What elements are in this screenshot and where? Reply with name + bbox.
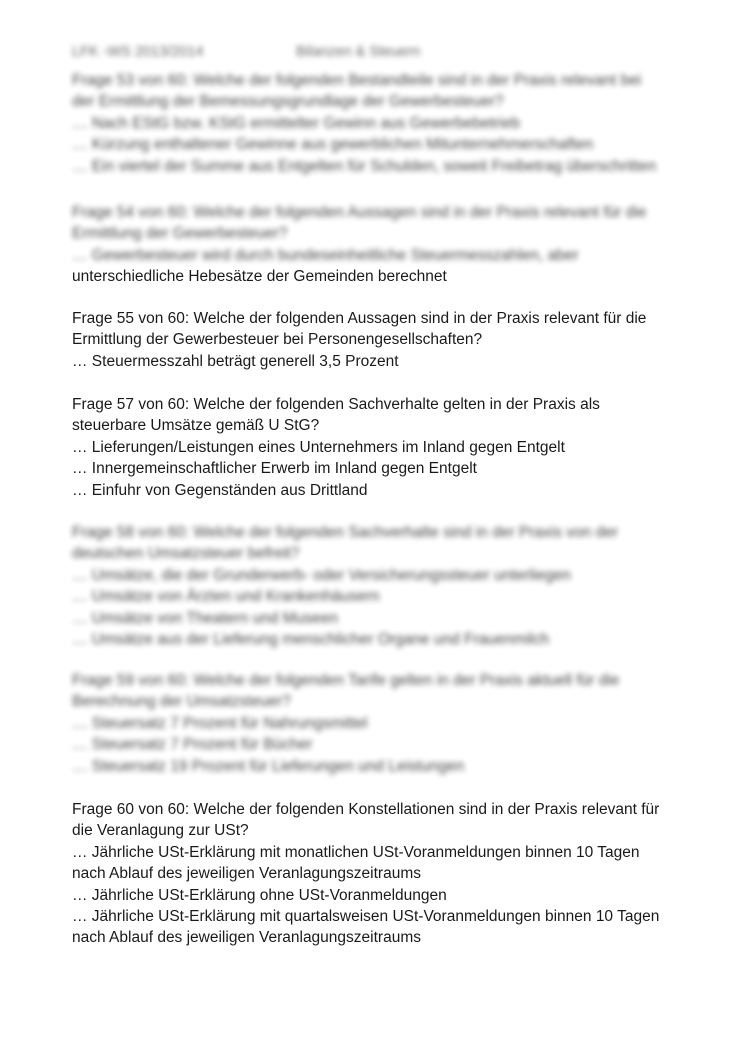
question-55-block <box>72 308 692 372</box>
question-54-block <box>72 202 692 288</box>
answer-line: … Jährliche USt-Erklärung ohne USt-Voranmeldungen <box>72 886 447 904</box>
question-57-block <box>72 394 692 501</box>
answer-line: … Jährliche USt-Erklärung mit quartalsweisen USt-Voranmeldungen binnen 10 Tagen <box>72 908 660 926</box>
answer-line: … Steuersatz 19 Prozent für Lieferungen und Leistungen <box>72 757 465 775</box>
question-title-line: die Veranlagung zur USt? <box>72 822 249 840</box>
answer-line: … Umsätze, die der Grunderwerb- oder Versicherungssteuer unterliegen <box>72 566 571 584</box>
question-title-line: Frage 54 von 60: Welche der folgenden Aussagen sind in der Praxis relevant für die <box>72 204 647 221</box>
question-title-line: Ermittlung der Gewerbesteuer? <box>72 225 288 243</box>
answer-line: … Einfuhr von Gegenständen aus Drittland <box>72 481 368 499</box>
question-59-block <box>72 670 692 777</box>
question-title-line: Frage 58 von 60: Welche der folgenden Sachverhalte sind in der Praxis von der <box>72 524 618 541</box>
question-title-line: Frage 55 von 60: Welche der folgenden Aussagen sind in der Praxis relevant für die <box>72 310 647 327</box>
question-60-block <box>72 799 692 949</box>
answer-line: … Lieferungen/Leistungen eines Unternehmers im Inland gegen Entgelt <box>72 438 565 456</box>
answer-line: … Kürzung enthaltener Gewinne aus gewerblichen Mitunternehmerschaften <box>72 136 594 154</box>
answer-line: … Innergemeinschaftlicher Erwerb im Inland gegen Entgelt <box>72 460 477 478</box>
answer-line: … Umsätze von Theatern und Museen <box>72 609 338 627</box>
question-title-line: Frage 57 von 60: Welche der folgenden Sachverhalte gelten in der Praxis als <box>72 396 600 413</box>
question-53-block <box>72 70 692 177</box>
question-title-line: Frage 53 von 60: Welche der folgenden Bestandteile sind in der Praxis relevant bei <box>72 72 642 89</box>
answer-line: nach Ablauf des jeweiligen Veranlagungszeitraums <box>72 865 421 883</box>
question-title-line: deutschen Umsatzsteuer befreit? <box>72 545 300 563</box>
question-title-line: Frage 59 von 60: Welche der folgenden Tarife gelten in der Praxis aktuell für die <box>72 672 620 689</box>
answer-line: unterschiedliche Hebesätze der Gemeinden berechnet <box>72 268 447 286</box>
answer-line: … Gewerbesteuer wird durch bundeseinheitliche Steuermesszahlen, aber <box>72 246 579 264</box>
header-course: LFK -WS 2013/2014 <box>72 44 204 60</box>
answer-line: … Ein viertel der Summe aus Entgelten für Schulden, soweit Freibetrag überschritten <box>72 157 657 175</box>
question-title-line: Berechnung der Umsatzsteuer? <box>72 693 291 711</box>
answer-line: … Steuersatz 7 Prozent für Nahrungsmittel <box>72 714 368 732</box>
answer-line: … Jährliche USt-Erklärung mit monatlichen USt-Voranmeldungen binnen 10 Tagen <box>72 843 640 861</box>
header-subject: Bilanzen & Steuern <box>296 44 421 60</box>
question-title-line: der Ermittlung der Bemessungsgrundlage der Gewerbesteuer? <box>72 93 504 111</box>
question-58-block <box>72 522 692 650</box>
answer-line: … Nach EStG bzw. KStG ermittelter Gewinn aus Gewerbebetrieb <box>72 114 520 132</box>
answer-line: … Steuersatz 7 Prozent für Bücher <box>72 736 313 754</box>
question-title-line: Ermittlung der Gewerbesteuer bei Personengesellschaften? <box>72 331 483 349</box>
answer-line: … Umsätze aus der Lieferung menschlicher Organe und Frauenmilch <box>72 631 550 649</box>
question-title-line: Frage 60 von 60: Welche der folgenden Konstellationen sind in der Praxis relevant für <box>72 801 660 818</box>
answer-line: … Umsätze von Ärzten und Krankenhäusern <box>72 588 380 606</box>
answer-line: nach Ablauf des jeweiligen Veranlagungszeitraums <box>72 929 421 947</box>
question-title-line: steuerbare Umsätze gemäß U StG? <box>72 417 320 435</box>
answer-line: … Steuermesszahl beträgt generell 3,5 Prozent <box>72 352 399 370</box>
page-header <box>72 44 712 68</box>
